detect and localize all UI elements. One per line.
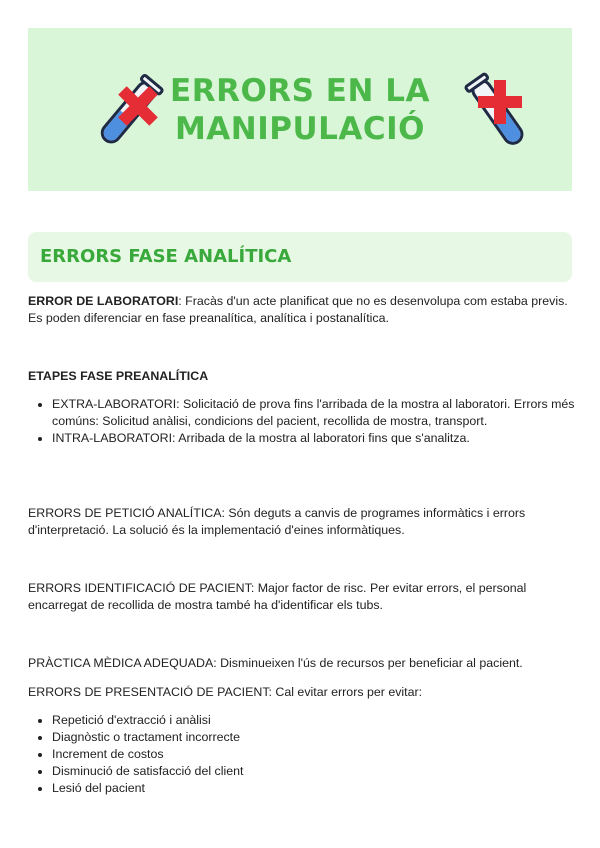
title-banner: [28, 28, 572, 191]
laboratori-paragraph: [28, 293, 573, 327]
peticio-paragraph: ERRORS DE PETICIÓ ANALÍTICA: Són deguts a canvis de programes informàtics i errors d'interpretació. La solució és la implementació d'eines informàtiques.: [28, 506, 526, 537]
list-item: • Diagnòstic o tractament incorrecte: [52, 729, 582, 746]
list-item: • EXTRA-LABORATORI: Solicitació de prova fins l'arribada de la mostra al laboratori. Errors més comúns: Solicitud anàlisi, condicions del pacient, recollida de mostra, transport.: [52, 396, 582, 430]
section-title: ERRORS FASE ANALÍTICA: [40, 246, 292, 267]
list-item: • Lesió del pacient: [52, 780, 582, 797]
list-item: • Disminució de satisfacció del client: [52, 763, 582, 780]
page-title-line-1: ERRORS EN LA: [170, 73, 430, 109]
page-title-line-2: MANIPULACIÓ: [174, 111, 426, 147]
list-item: • INTRA-LABORATORI: Arribada de la mostra al laboratori fins que s'analitza.: [52, 430, 582, 447]
etapes-heading: ETAPES FASE PREANALÍTICA: [28, 369, 209, 383]
test-tube-cross-icon: [458, 68, 538, 158]
section-header: [28, 232, 572, 282]
etapes-list: [28, 396, 582, 447]
laboratori-definition: : Fracàs d'un acte planificat que no es desenvolupa com estaba previs. Es poden diferenciar en fase preanalítica, analítica i postanalítica.: [28, 294, 568, 325]
identificacio-paragraph: ERRORS IDENTIFICACIÓ DE PACIENT: Major factor de risc. Per evitar errors, el personal encarregat de recollida de mostra també ha d'identificar els tubs.: [28, 581, 527, 612]
practica-paragraph: PRÀCTICA MÈDICA ADEQUADA: Disminueixen l'ús de recursos per beneficiar al pacient.: [28, 656, 523, 670]
laboratori-term: ERROR DE LABORATORI: [28, 294, 179, 308]
list-item: • Increment de costos: [52, 746, 582, 763]
consequences-list: [28, 712, 582, 797]
list-item: • Repetició d'extracció i anàlisi: [52, 712, 582, 729]
presentacio-paragraph: ERRORS DE PRESENTACIÓ DE PACIENT: Cal evitar errors per evitar:: [28, 685, 423, 699]
page-title: [148, 72, 452, 148]
